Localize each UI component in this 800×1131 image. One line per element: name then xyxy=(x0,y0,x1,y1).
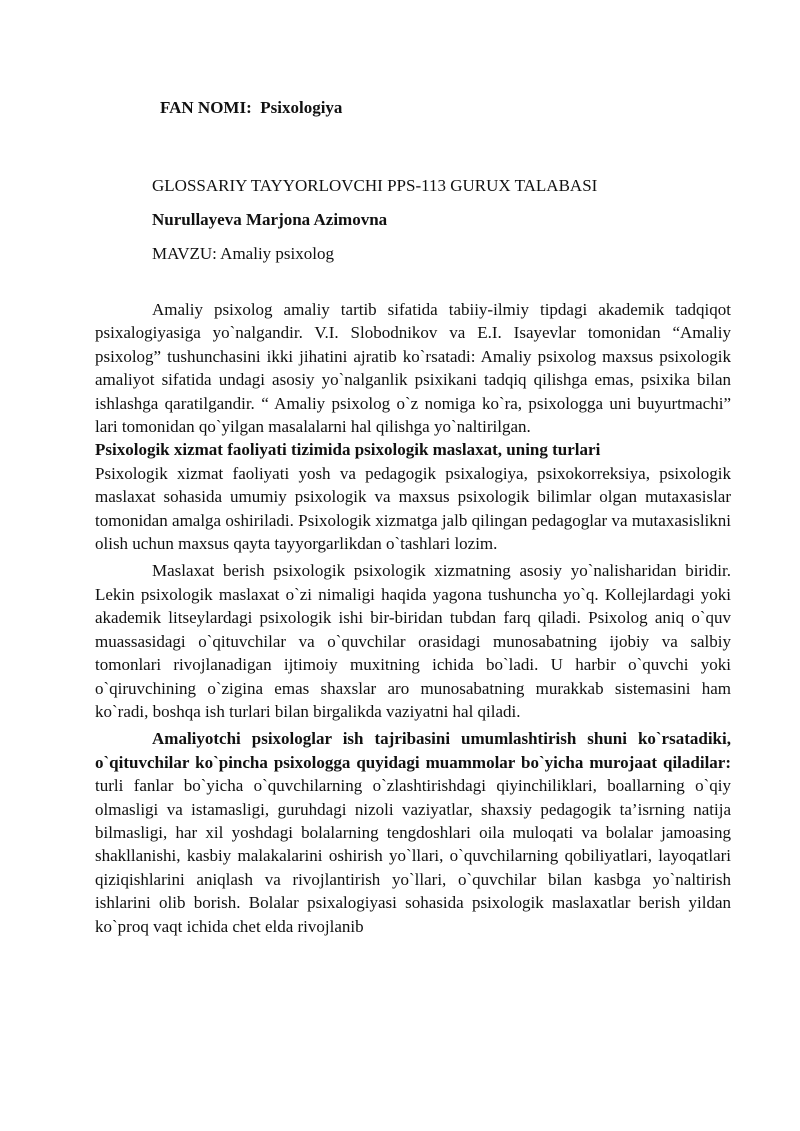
paragraph-practice-rest: turli fanlar bo`yicha o`quvchilarning o`zlashtirishdagi qiyinchiliklari, boallarning o`qiy olmasligi va istamasligi, guruhdagi nizoli vaziyatlar, shaxsiy pedagogik ta’isrning natija bilmasligi, har xil yoshdagi bolalarning tengdoshlari oila muloqati va bolalar jamoasing shakllanishi, kasbiy malakalarini oshirish yo`llari, o`quvchilarning qobiliyatlari, layoqatlari qiziqishlarini aniqlash va rivojlantirish yo`llari, o`quvchilar bilan kasbga yo`naltirish ishlarini olib borish. Bolalar psixalogiyasi sohasida psixologik maslaxatlar berish yildan ko`proq vaqt ichida chet elda rivojlanib xyxy=(95,776,731,936)
author-name: Nurullayeva Marjona Azimovna xyxy=(152,210,388,229)
paragraph-consulting: Maslaxat berish psixologik psixologik xizmatning asosiy yo`nalisharidan biridir. Lekin psixologik maslaxat o`zi nimaligi haqida yagona tushuncha yo`q. Kollejlardagi yoki akademik litseylardagi psixologik ishi bir-biridan tubdan farq qiladi. Psixolog aniq o`quv muassasidagi o`qituvchilar va o`quvchilar orasidagi munosabatning ijobiy va salbiy tomonlari rivojlanadigan ijtimoiy muxitning ichida bo`ladi. U harbir o`quvchi yoki o`qiruvchining o`zigina emas shaxslar aro munosabatning murakkab sistemasini ham ko`radi, boshqa ish turlari bilan birgalikda vaziyatni hal qiladi. xyxy=(95,561,731,721)
subject-label: FAN NOMI: xyxy=(160,98,252,117)
paragraph-intro: Amaliy psixolog amaliy tartib sifatida tabiiy-ilmiy tipdagi akademik tadqiqot psixalogiyasiga yo`nalgandir. V.I. Slobodnikov va E.I. Isayevlar tomonidan “Amaliy psixolog” tushunchasini ikki jihatini ajratib ko`rsatadi: Amaliy psixolog maxsus psixologik amaliyot sifatida undagi asosiy yo`nalganlik psixikani tadqiq qilishga emas, psixika bilan ishlashga qaratilgandir. “ Amaliy psixolog o`z nomiga ko`ra, psixologga uni buyurtmachi” lari tomonidan qo`yilgan masalalarni hal qilishga yo`naltirilgan. xyxy=(95,300,731,437)
paragraph-practice-lead: Amaliyotchi psixologlar ish tajribasini umumlashtirish shuni ko`rsatadiki, o`qituvchilar ko`pincha psixologga quyidagi muammolar bo`yicha murojaat qiladilar: xyxy=(95,729,731,772)
paragraph-service: Psixologik xizmat faoliyati yosh va pedagogik psixalogiya, psixokorreksiya, psixologik maslaxat sohasida umumiy psixologik va maxsus psixologik bilimlar olgan mutaxasislar tomonidan amalga oshiriladi. Psixologik xizmatga jalb qilingan pedagoglar va mutaxasislikni olish uchun maxsus qayta tayyorgarlikdan o`tashlari lozim. xyxy=(95,463,731,554)
document-body xyxy=(95,298,731,938)
section-heading: Psixologik xizmat faoliyati tizimida psixologik maslaxat, uning turlari xyxy=(95,440,601,460)
subject-value: Psixologiya xyxy=(260,98,343,117)
subject-title xyxy=(160,98,342,118)
paragraph-practice xyxy=(95,727,731,938)
topic-line: MAVZU: Amaliy psixolog xyxy=(152,244,334,263)
glossary-author-line: GLOSSARIY TAYYORLOVCHI PPS-113 GURUX TALABASI xyxy=(152,176,598,195)
